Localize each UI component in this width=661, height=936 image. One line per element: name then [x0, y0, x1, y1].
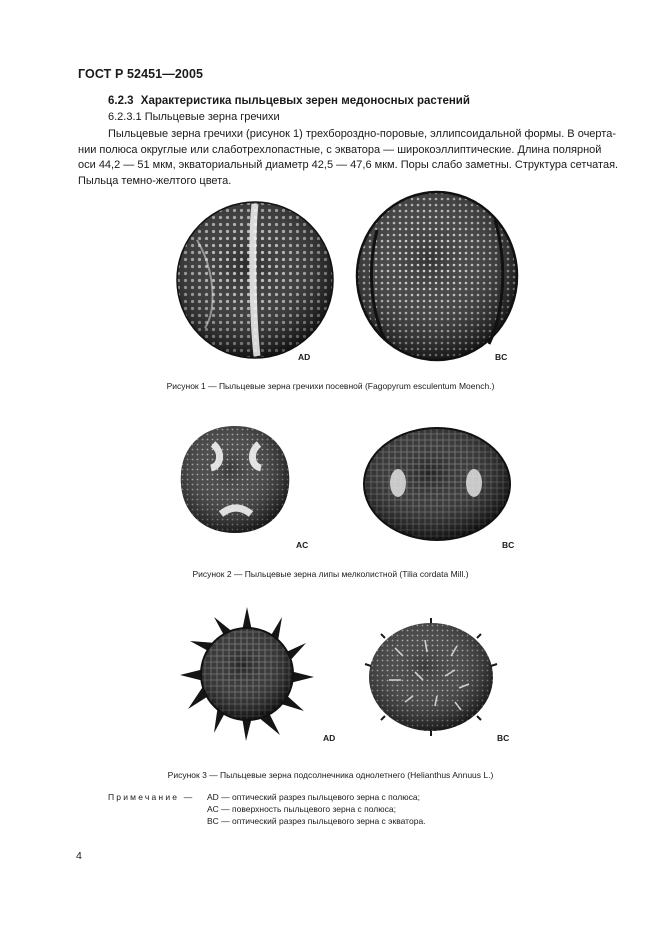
paragraph-line: Пыльца темно-желтого цвета.: [78, 174, 232, 187]
note-label: Примечание —: [108, 792, 195, 802]
sunflower-polar-view-image: [178, 605, 316, 743]
page-number: 4: [76, 850, 82, 862]
figure-3-caption: Рисунок 3 — Пыльцевые зерна подсолнечника однолетнего (Helianthus Annuus L.): [167, 770, 494, 780]
paragraph-line: нии полюса округлые или слаботрехлопастные, с экватора — широкоэллиптические. Длина полярной: [78, 143, 602, 156]
linden-polar-surface-image: [175, 422, 295, 534]
figure-2-caption: Рисунок 2 — Пыльцевые зерна липы мелколистной (Tilia cordata Mill.): [192, 569, 469, 579]
figure-1-caption: Рисунок 1 — Пыльцевые зерна гречихи посевной (Fagopyrum esculentum Moench.): [166, 381, 495, 391]
figure-3-label-bc: BC: [497, 733, 510, 743]
figure-2-label-ac: AC: [296, 540, 309, 550]
note-item-bc: BC — оптический разрез пыльцевого зерна с экватора.: [207, 816, 426, 826]
section-number: 6.2.3: [108, 95, 134, 107]
note-item-ad: AD — оптический разрез пыльцевого зерна с полюса;: [207, 792, 420, 802]
sunflower-equatorial-view-image: [365, 618, 497, 736]
subsection-title: Пыльцевые зерна гречихи: [144, 111, 280, 123]
note-item-ac: AC — поверхность пыльцевого зерна с полюса;: [207, 804, 396, 814]
buckwheat-description: [78, 127, 618, 189]
subsection-heading: [108, 111, 280, 123]
figure-1-label-bc: BC: [495, 352, 508, 362]
buckwheat-polar-view-image: [175, 200, 335, 360]
figure-2-label-bc: BC: [502, 540, 515, 550]
section-title: Характеристика пыльцевых зерен медоносных растений: [140, 95, 470, 107]
paragraph-line: оси 44,2 — 51 мкм, экваториальный диаметр 42,5 — 47,6 мкм. Поры слабо заметны. Структура сетчатая.: [78, 159, 619, 171]
section-heading: [108, 95, 470, 107]
paragraph-line: Пыльцевые зерна гречихи (рисунок 1) трехбороздно-поровые, эллипсоидальной формы. В очерта-: [108, 128, 616, 140]
document-header: ГОСТ Р 52451—2005: [78, 67, 204, 81]
subsection-number: 6.2.3.1: [108, 111, 142, 123]
buckwheat-equatorial-view-image: [355, 190, 520, 362]
figure-3-label-ad: AD: [323, 733, 336, 743]
linden-equatorial-view-image: [362, 425, 512, 543]
figure-1-label-ad: AD: [298, 352, 311, 362]
